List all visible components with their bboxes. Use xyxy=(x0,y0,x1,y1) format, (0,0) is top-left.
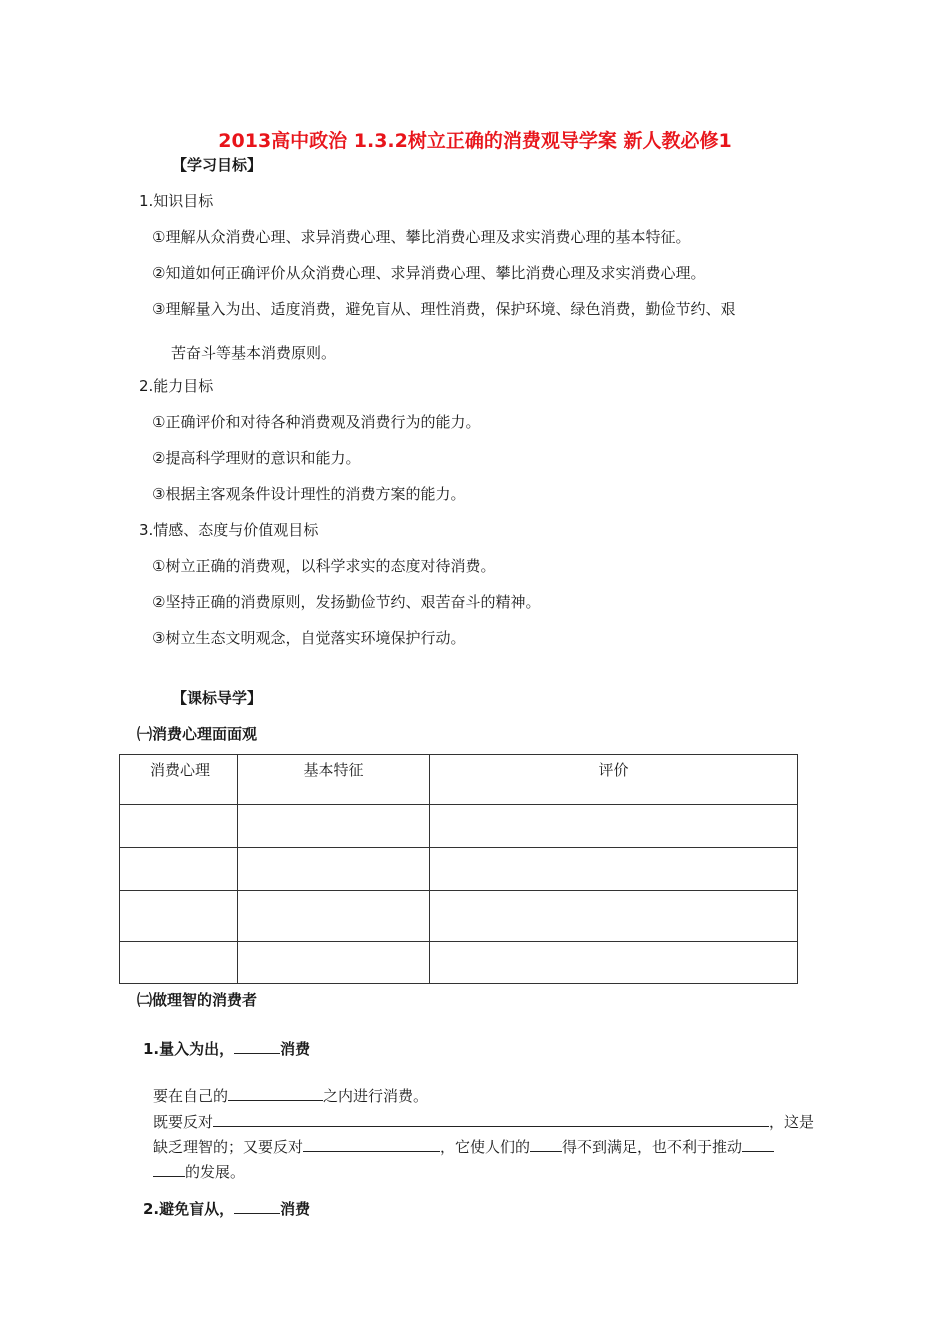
item1-label-a: 1.量入为出， xyxy=(143,1040,235,1058)
table-cell[interactable] xyxy=(430,848,798,891)
goal-knowledge-item: ①理解从众消费心理、求异消费心理、攀比消费心理及求实消费心理的基本特征。 xyxy=(152,228,691,246)
goal-knowledge-item: ③理解量入为出、适度消费，避免盲从、理性消费，保护环境、绿色消费，勤俭节约、艰 xyxy=(152,300,736,318)
table-row xyxy=(120,891,798,942)
text-span: 缺乏理智的；又要反对 xyxy=(153,1138,304,1156)
goal-ability-item: ①正确评价和对待各种消费观及消费行为的能力。 xyxy=(152,413,481,431)
table-header-cell: 消费心理 xyxy=(120,755,238,805)
blank-field[interactable] xyxy=(153,1162,185,1177)
item1-label-b: 消费 xyxy=(280,1040,311,1058)
table-cell[interactable] xyxy=(430,805,798,848)
goal-attitude-item: ②坚持正确的消费原则，发扬勤俭节约、艰苦奋斗的精神。 xyxy=(152,593,541,611)
text-span: ，它使人们的 xyxy=(440,1138,531,1156)
item1-line3 xyxy=(153,1136,774,1157)
blank-field[interactable] xyxy=(742,1137,774,1152)
text-span: 要在自己的 xyxy=(153,1087,229,1105)
blank-field[interactable] xyxy=(303,1137,440,1152)
item2-label-b: 消费 xyxy=(280,1200,311,1218)
table-cell[interactable] xyxy=(238,891,430,942)
item1-line2 xyxy=(153,1111,814,1132)
blank-field[interactable] xyxy=(234,1199,280,1214)
table-row xyxy=(120,848,798,891)
goal-ability-item: ③根据主客观条件设计理性的消费方案的能力。 xyxy=(152,485,466,503)
section-learning-goals: 【学习目标】 xyxy=(172,156,263,174)
goal-knowledge-heading: 1.知识目标 xyxy=(139,192,214,210)
table-cell[interactable] xyxy=(238,805,430,848)
text-span: 的发展。 xyxy=(185,1163,246,1181)
goal-ability-item: ②提高科学理财的意识和能力。 xyxy=(152,449,361,467)
item2-label-a: 2.避免盲从， xyxy=(143,1200,235,1218)
part2-heading: ㈡做理智的消费者 xyxy=(137,991,258,1009)
goal-knowledge-item-cont: 苦奋斗等基本消费原则。 xyxy=(171,344,337,362)
section-course-guide: 【课标导学】 xyxy=(172,689,263,707)
table-cell[interactable] xyxy=(238,942,430,984)
goal-knowledge-item: ②知道如何正确评价从众消费心理、求异消费心理、攀比消费心理及求实消费心理。 xyxy=(152,264,706,282)
part1-heading: ㈠消费心理面面观 xyxy=(137,725,258,743)
table-header-cell: 基本特征 xyxy=(238,755,430,805)
blank-field[interactable] xyxy=(234,1039,280,1054)
blank-field[interactable] xyxy=(228,1086,323,1101)
table-cell[interactable] xyxy=(430,942,798,984)
goal-attitude-item: ①树立正确的消费观，以科学求实的态度对待消费。 xyxy=(152,557,496,575)
goal-attitude-heading: 3.情感、态度与价值观目标 xyxy=(139,521,319,539)
item1-line4 xyxy=(153,1161,245,1182)
blank-field[interactable] xyxy=(213,1112,769,1127)
item1-line1 xyxy=(153,1085,428,1106)
page-title: 2013高中政治 1.3.2树立正确的消费观导学案 新人教必修1 xyxy=(218,130,732,152)
table-cell[interactable] xyxy=(238,848,430,891)
item2-label xyxy=(143,1198,310,1219)
table-cell[interactable] xyxy=(430,891,798,942)
table-row xyxy=(120,942,798,984)
table-row xyxy=(120,805,798,848)
table-header-cell: 评价 xyxy=(430,755,798,805)
table-cell[interactable] xyxy=(120,848,238,891)
table-cell[interactable] xyxy=(120,942,238,984)
blank-field[interactable] xyxy=(530,1137,562,1152)
consumer-psychology-table xyxy=(119,754,798,984)
table-cell[interactable] xyxy=(120,805,238,848)
item1-label xyxy=(143,1038,310,1059)
table-header-row xyxy=(120,755,798,805)
text-span: 既要反对 xyxy=(153,1113,214,1131)
text-span: 之内进行消费。 xyxy=(323,1087,429,1105)
text-span: 得不到满足，也不利于推动 xyxy=(562,1138,743,1156)
goal-attitude-item: ③树立生态文明观念，自觉落实环境保护行动。 xyxy=(152,629,466,647)
goal-ability-heading: 2.能力目标 xyxy=(139,377,214,395)
table-cell[interactable] xyxy=(120,891,238,942)
text-span: ，这是 xyxy=(769,1113,815,1131)
